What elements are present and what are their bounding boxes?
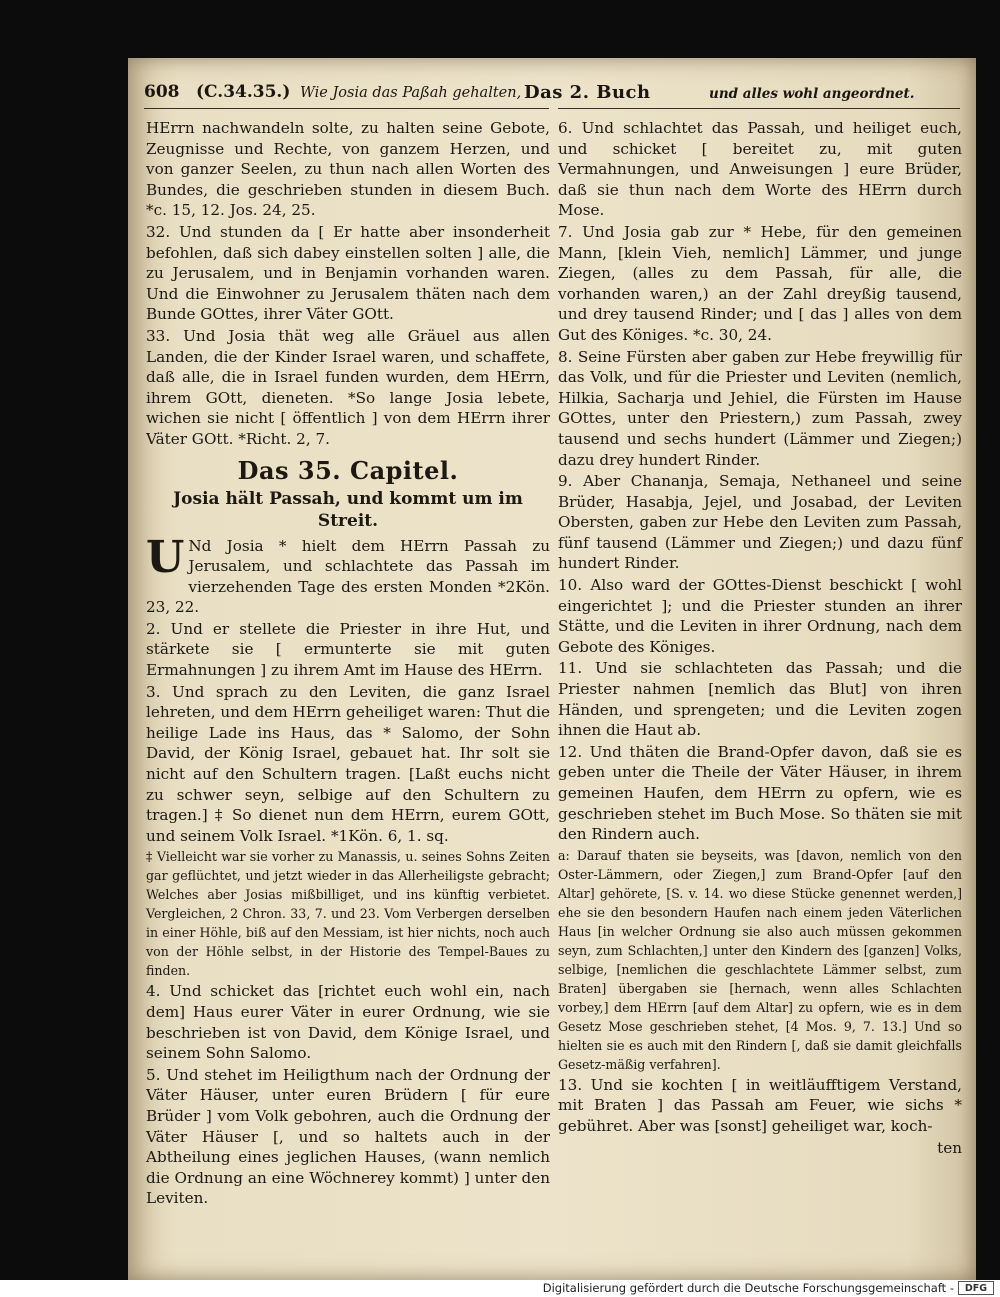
drop-capital: U [146, 531, 185, 583]
verse-paragraph [146, 531, 550, 618]
verse-paragraph: 13. Und sie kochten [ in weitläufftigem Verstand, mit Braten ] das Passah am Feuer, wie sichs * gebühret. Aber was [sonst] geheiliget war, koch- [558, 1075, 962, 1135]
book-page [128, 58, 976, 1280]
verse-paragraph: 3. Und sprach zu den Leviten, die ganz Israel lehreten, und dem HErrn geheiliget waren: Thut die heilige Lade ins Haus, das * Salomo, der Sohn David, der König Israel, gebauet hat. Ihr solt sie nicht auf den Schultern tragen. [Laßt euchs nicht zu schwer seyn, selbige auf den Schultern zu tragen.] ‡ So dienet nun dem HErrn, eurem GOtt, und seinem Volk Israel. *1Kön. 6, 1. sq. [146, 682, 550, 845]
funding-notice: Digitalisierung gefördert durch die Deutsche Forschungsgemeinschaft - [542, 1281, 954, 1295]
catchword: ten [937, 1138, 962, 1157]
verse-paragraph: 8. Seine Fürsten aber gaben zur Hebe freywillig für das Volk, und für die Priester und Leviten (nemlich, Hilkia, Sacharja und Jehiel, die Fürsten im Hause GOttes, unter den Priestern,) zum Passah, zwey tausend und sechs hundert (Lämmer und Ziegen;) dazu drey hundert Rinder. [558, 347, 962, 469]
verse-paragraph: 10. Also ward der GOttes-Dienst beschickt [ wohl eingerichtet ]; und die Priester stunden an ihrer Stätte, und die Leviten in ihrer Ordnung, nach dem Gebote des Königes. [558, 576, 962, 656]
verse-paragraph: 4. Und schicket das [richtet euch wohl ein, nach dem] Haus eurer Väter in eurer Ordnung, wie sie beschrieben ist von David, dem Könige Israel, und seinem Sohn Salomo. [146, 982, 550, 1063]
verse-paragraph: 12. Und thäten die Brand-Opfer davon, daß sie es geben unter die Theile der Väter Häuser, in ihrem gemeinen Haufen, dem HErrn zu opfern, wie es geschrieben stehet im Buch Mose. So thäten sie mit den Rindern auch. [558, 742, 962, 844]
running-header [144, 78, 964, 110]
verse-paragraph: 7. Und Josia gab zur * Hebe, für den gemeinen Mann, [klein Vieh, nemlich] Lämmer, und junge Ziegen, (alles zu dem Passah, für alle, die vorhanden waren,) an der Zahl dreyßig tausend, und drey tausend Rinder; und [ das ] alles von dem Gut des Königes. *c. 30, 24. [558, 222, 962, 344]
digitization-footer [0, 1280, 1000, 1297]
verse-paragraph: 32. Und stunden da [ Er hatte aber insonderheit befohlen, daß sich dabey einstellen solten ] alle, die zu Jerusalem, und in Benjamin vorhanden waren. Und die Einwohner zu Jerusalem thäten nach dem Bunde GOttes, ihrer Väter GOtt. [146, 222, 550, 324]
verse-paragraph: 2. Und er stellete die Priester in ihre Hut, und stärkete sie [ ermunterte sie mit guten Ermahnungen ] zu ihrem Amt im Hause des HErrn. [146, 619, 550, 680]
chapter-title: Das 35. Capitel. [237, 455, 459, 485]
verse-paragraph: 33. Und Josia thät weg alle Gräuel aus allen Landen, die der Kinder Israel waren, und schaffete, daß alle, die in Israel funden wurden, dem HErrn, ihrem GOtt, dieneten. *So lange Josia lebete, wichen sie nicht [ öffentlich ] von dem HErrn ihrer Väter GOtt. *Richt. 2, 7. [146, 326, 550, 448]
verse-paragraph: HErrn nachwandeln solte, zu halten seine Gebote, Zeugnisse und Rechte, von ganzem Herzen, und von ganzer Seelen, zu thun nach allen Worten des Bundes, die geschrieben stunden in diesem Buch. *c. 15, 12. Jos. 24, 25. [146, 119, 550, 220]
page-number: 608 [144, 82, 180, 102]
chapter-reference: (C.34.35.) [196, 82, 291, 102]
footnote: ‡ Vielleicht war sie vorher zu Manassis, u. seines Sohns Zeiten gar geflüchtet, und jetzt wieder in das Allerheiligste gebracht; Welches aber Josias mißbilliget, und ins künftig verbietet. Vergleichen, 2 Chron. 33, 7. und 23. Vom Verbergen derselben in einer Höhle, biß auf den Messiam, ist hier nichts, noch auch von der Höhle selbst, in der Historie des Tempel-Baues zu finden. [146, 849, 550, 979]
verse-paragraph: 9. Aber Chananja, Semaja, Nethaneel und seine Brüder, Hasabja, Jejel, und Josabad, der Leviten Obersten, gaben zur Hebe den Leviten zum Passah, fünf tausend (Lämmer und Ziegen;) und dazu fünf hundert Rinder. [558, 472, 962, 573]
dfg-logo: DFG [958, 1281, 994, 1295]
right-column [558, 118, 962, 1159]
left-column [146, 118, 550, 1210]
verse-paragraph: 11. Und sie schlachteten das Passah; und die Priester nahmen [nemlich das Blut] von ihren Händen, und sprengeten; und die Leviten zogen ihnen die Haut ab. [558, 659, 962, 740]
chapter-subtitle: Josia hält Passah, und kommt um im Streit. [173, 488, 523, 531]
header-right: und alles wohl angeordnet. [709, 86, 915, 102]
header-title: Wie Josia das Paßah gehalten, [300, 85, 522, 101]
verse-paragraph: 6. Und schlachtet das Passah, und heiliget euch, und schicket [ bereitet zu, mit guten Vermahnungen, und Anweisungen ] eure Brüder, daß sie thun nach dem Worte des HErrn durch Mose. [558, 119, 962, 220]
verse-paragraph: 5. Und stehet im Heiligthum nach der Ordnung der Väter Häuser, unter euren Brüdern [ für eure Brüder ] vom Volk gebohren, auch die Ordnung der Väter Häuser [, und so haltets auch in der Abtheilung eines jeglichen Hauses, (wann nemlich die Ordnung an eine Wöchnerey kommt) ] unter den Leviten. [146, 1065, 550, 1208]
footnote: a: Darauf thaten sie beyseits, was [davon, nemlich von den Oster-Lämmern, oder Ziegen,] zum Brand-Opfer [auf den Altar] gehörete, [S. v. 14. wo diese Stücke genennet werden,] ehe sie den besondern Haufen nach einem jeden Väterlichen Haus [in welcher Ordnung sie also auch müssen gekommen seyn, zum Schlachten,] unter den Kindern des [ganzen] Volks, selbige, [nemlichen die geschlachtete Lämmer selbst, zum Braten] übergaben sie [hernach, wenn alles Schlachten vorbey,] dem HErrn [auf dem Altar] zu opfern, wie es in dem Gesetz Mose geschrieben stehet, [4 Mos. 9, 7. 13.] Und so hielten sie es auch mit den Rindern [, daß sie damit gleichfalls Gesetz-mäßig verfahren]. [558, 847, 962, 1072]
header-book: Das 2. Buch [524, 82, 651, 103]
header-rule-right [558, 108, 960, 109]
verse-text: Nd Josia * hielt dem HErrn Passah zu Jerusalem, und schlachtete das Passah im vierzehenden Tage des ersten Monden *2Kön. 23, 22. [146, 536, 550, 617]
header-rule-left [144, 108, 549, 109]
